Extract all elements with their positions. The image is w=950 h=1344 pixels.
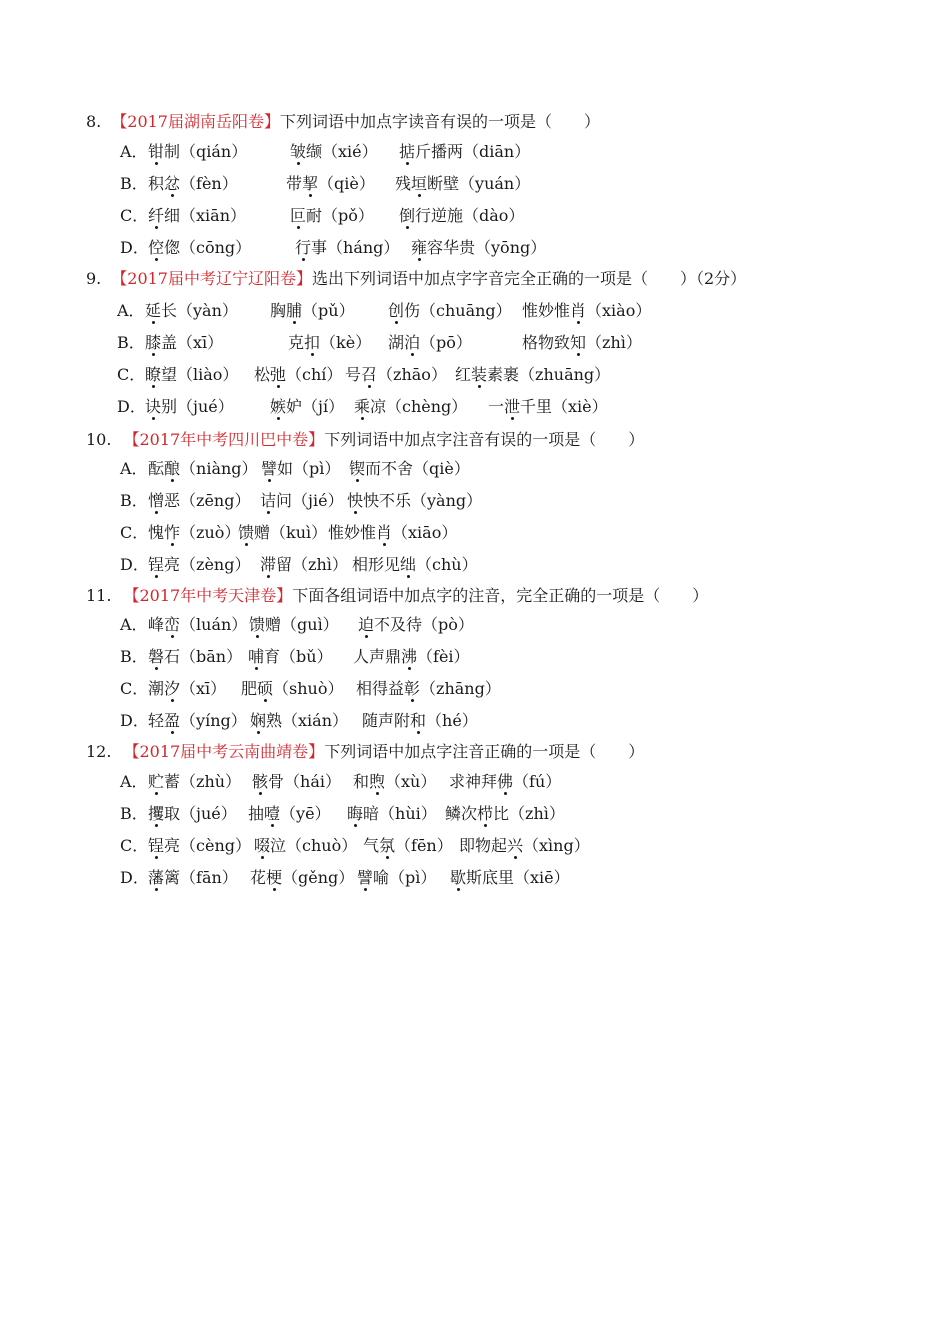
option-item: 皱缬（xié） [290, 142, 378, 161]
option-item: 愧怍（zuò） [148, 523, 241, 542]
option-item: 藩篱（fān） [148, 868, 238, 887]
question-stem [86, 585, 708, 607]
option-label: D． [117, 397, 146, 416]
option-item: 哺育（bǔ） [248, 647, 333, 666]
option-item: 花梗（gěng） [250, 868, 355, 887]
question-stem [86, 429, 644, 451]
question-source: 【2017年中考天津卷】 [123, 586, 293, 605]
option-item: 乘凉（chèng） [354, 397, 468, 416]
option-item: 锃亮（cèng） [148, 836, 251, 855]
option-label: D． [120, 555, 149, 574]
option-item: 相形见绌（chù） [352, 555, 478, 574]
question-stem [86, 741, 644, 763]
option-label: B． [120, 804, 148, 823]
option-item: 瞭望（liào） [145, 365, 239, 384]
option-item: 啜泣（chuò） [254, 836, 358, 855]
option-label: D． [120, 238, 149, 257]
question-text: 下列词语中加点字注音有误的一项是（ ） [324, 430, 645, 449]
option-item: 轻盈（yíng） [148, 711, 247, 730]
question-text: 下面各组词语中加点字的注音，完全正确的一项是（ ） [292, 586, 709, 605]
option-item: 气氛（fēn） [363, 836, 453, 855]
option-item: 残垣断壁（yuán） [395, 174, 531, 193]
option-item: 胸脯（pǔ） [270, 301, 355, 320]
question-number: 10. [86, 430, 112, 449]
option-label: C． [120, 836, 149, 855]
option-item: 馈赠（kuì） [238, 523, 328, 542]
option-item: 倥偬（cōng） [148, 238, 252, 257]
option-item: 歇斯底里（xiē） [450, 868, 570, 887]
option-item: 掂斤播两（diān） [399, 142, 531, 161]
option-item: 即物起兴（xìng） [459, 836, 590, 855]
option-item: 晦暗（hùi） [347, 804, 437, 823]
option-item: 一泄千里（xiè） [488, 397, 608, 416]
option-item: 格物致知（zhì） [522, 333, 642, 352]
option-item: 譬喻（pì） [357, 868, 437, 887]
option-item: 积忿（fèn） [148, 174, 238, 193]
option-item: 人声鼎沸（fèi） [353, 647, 470, 666]
option-item: 叵耐（pǒ） [290, 206, 374, 225]
option-label: C． [117, 365, 146, 384]
option-item: 创伤（chuāng） [388, 301, 512, 320]
option-item: 滞留（zhì） [260, 555, 348, 574]
option-item: 譬如（pì） [261, 459, 341, 478]
option-item: 酝酿（niàng） [148, 459, 258, 478]
question-number: 11. [86, 586, 112, 605]
option-label: C． [120, 679, 149, 698]
question-source: 【2017届中考云南曲靖卷】 [123, 742, 325, 761]
option-item: 迫不及待（pò） [358, 615, 474, 634]
option-item: 抽噎（yē） [248, 804, 331, 823]
option-item: 倒行逆施（dào） [399, 206, 525, 225]
option-label: A． [120, 459, 148, 478]
option-item: 憎恶（zēng） [148, 491, 251, 510]
option-item: 和煦（xù） [353, 772, 437, 791]
option-label: C． [120, 523, 149, 542]
option-label: D． [120, 711, 149, 730]
option-item: 惟妙惟肖（xiào） [522, 301, 652, 320]
option-item: 诀别（jué） [145, 397, 234, 416]
question-number: 8. [86, 112, 102, 131]
question-text: 下列词语中加点字注音正确的一项是（ ） [324, 742, 645, 761]
question-number: 9. [86, 269, 102, 288]
option-label: A． [117, 301, 145, 320]
option-item: 贮蓄（zhù） [148, 772, 242, 791]
option-item: 克扣（kè） [288, 333, 372, 352]
option-item: 雍容华贵（yōng） [411, 238, 547, 257]
option-label: A． [120, 615, 148, 634]
option-item: 娴熟（xián） [250, 711, 349, 730]
option-item: 锃亮（zèng） [148, 555, 251, 574]
option-label: D． [120, 868, 149, 887]
option-item: 求神拜佛（fú） [449, 772, 562, 791]
question-stem [86, 111, 600, 133]
option-item: 行事（háng） [295, 238, 400, 257]
option-item: 攫取（jué） [148, 804, 237, 823]
question-text: 选出下列词语中加点字字音完全正确的一项是（ ）（2分） [312, 269, 747, 288]
option-item: 红装素裹（zhuāng） [455, 365, 611, 384]
question-text: 下列词语中加点字读音有误的一项是（ ） [280, 112, 601, 131]
option-item: 馈赠（guì） [249, 615, 339, 634]
option-item: 骸骨（hái） [252, 772, 341, 791]
question-source: 【2017届中考辽宁辽阳卷】 [111, 269, 312, 288]
option-item: 相得益彰（zhāng） [356, 679, 501, 698]
option-item: 鳞次栉比（zhì） [445, 804, 565, 823]
option-label: B． [120, 647, 148, 666]
option-item: 随声附和（hé） [362, 711, 478, 730]
question-stem [86, 268, 746, 290]
question-number: 12. [86, 742, 112, 761]
option-item: 带挈（qiè） [286, 174, 375, 193]
option-item: 峰峦（luán） [148, 615, 248, 634]
question-source: 【2017届湖南岳阳卷】 [111, 112, 280, 131]
option-label: A． [120, 772, 148, 791]
option-item: 锲而不舍（qiè） [349, 459, 470, 478]
option-label: B． [120, 174, 148, 193]
option-item: 惟妙惟肖（xiāo） [328, 523, 458, 542]
option-label: B． [117, 333, 145, 352]
option-label: B． [120, 491, 148, 510]
option-item: 号召（zhāo） [345, 365, 447, 384]
option-item: 钳制（qián） [148, 142, 248, 161]
question-source: 【2017年中考四川巴中卷】 [123, 430, 325, 449]
option-item: 磐石（bān） [148, 647, 243, 666]
option-item: 潮汐（xī） [148, 679, 227, 698]
option-item: 怏怏不乐（yàng） [347, 491, 483, 510]
option-item: 肥硕（shuò） [241, 679, 344, 698]
option-label: A． [120, 142, 148, 161]
option-item: 延长（yàn） [145, 301, 238, 320]
option-item: 嫉妒（jí） [270, 397, 345, 416]
option-item: 松弛（chí） [254, 365, 343, 384]
option-item: 湖泊（pō） [388, 333, 472, 352]
option-item: 纤细（xiān） [148, 206, 247, 225]
option-item: 诘问（jié） [260, 491, 344, 510]
option-label: C． [120, 206, 149, 225]
option-item: 膝盖（xī） [145, 333, 224, 352]
